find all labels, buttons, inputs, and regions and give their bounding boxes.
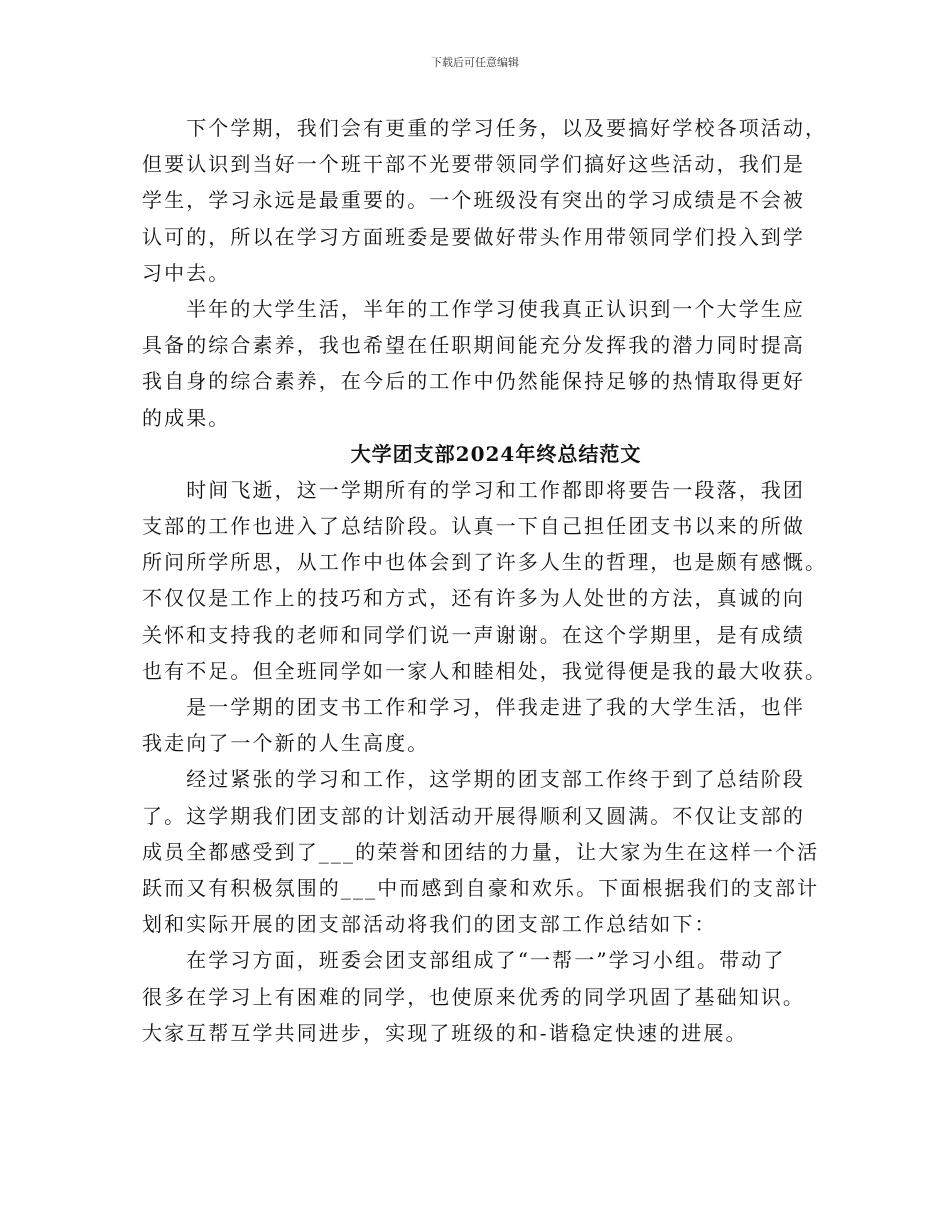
paragraph-semester-work: [142, 689, 832, 761]
text-line: 划和实际开展的团支部活动将我们的团支部工作总结如下：: [142, 912, 717, 937]
text-line: 但要认识到当好一个班干部不光要带领同学们搞好这些活动，我们是: [142, 152, 805, 177]
paragraph-summary-stage: [142, 761, 832, 942]
paragraph-half-year: [142, 291, 832, 436]
text-line: 的成果。: [142, 405, 231, 430]
text-line: 我走向了一个新的人生高度。: [142, 731, 430, 756]
text-line: 是一学期的团支书工作和学习，伴我走进了我的大学生活，也伴: [142, 695, 805, 720]
text-line: 我自身的综合素养，在今后的工作中仍然能保持足够的热情取得更好: [142, 369, 805, 394]
paragraph-next-semester: [142, 110, 832, 291]
paragraph-study-aspect: [142, 942, 832, 1051]
section-title: 大学团支部2024年终总结范文: [350, 441, 642, 466]
text-line: 关怀和支持我的老师和同学们说一声谢谢。在这个学期里，是有成绩: [142, 622, 805, 647]
text-line: 很多在学习上有困难的同学，也使原来优秀的同学巩固了基础知识。: [142, 984, 805, 1009]
text-line: 半年的大学生活，半年的工作学习使我真正认识到一个大学生应: [142, 296, 805, 321]
text-line: 时间飞逝，这一学期所有的学习和工作都即将要告一段落，我团: [142, 477, 805, 502]
text-line: 认可的，所以在学习方面班委是要做好带头作用带领同学们投入到学: [142, 224, 805, 249]
text-line: 学生，学习永远是最重要的。一个班级没有突出的学习成绩是不会被: [142, 188, 805, 213]
text-line: 了。这学期我们团支部的计划活动开展得顺利又圆满。不仅让支部的: [142, 803, 805, 828]
text-line: 跃而又有积极氛围的___中而感到自豪和欢乐。下面根据我们的支部计: [142, 875, 820, 900]
text-line: 具备的综合素养，我也希望在任职期间能充分发挥我的潜力同时提高: [142, 333, 805, 358]
text-line: 支部的工作也进入了总结阶段。认真一下自己担任团支书以来的所做: [142, 514, 805, 539]
text-line: 在学习方面，班委会团支部组成了“一帮一”学习小组。带动了: [142, 948, 786, 973]
text-line: 不仅仅是工作上的技巧和方式，还有许多为人处世的方法，真诚的向: [142, 586, 805, 611]
header-note: 下载后可任意编辑: [431, 56, 519, 69]
text-line: 经过紧张的学习和工作，这学期的团支部工作终于到了总结阶段: [142, 767, 805, 792]
text-line: 所问所学所思，从工作中也体会到了许多人生的哲理，也是颇有感慨。: [142, 550, 828, 575]
text-line: 习中去。: [142, 260, 231, 285]
text-line: 成员全都感受到了___的荣誉和团结的力量，让大家为生在这样一个活: [142, 839, 820, 864]
text-line: 大家互帮互学共同进步，实现了班级的和-谐稳定快速的进展。: [142, 1020, 748, 1045]
text-line: 下个学期，我们会有更重的学习任务，以及要搞好学校各项活动，: [142, 116, 828, 140]
document-body: [142, 110, 832, 1051]
text-line: 也有不足。但全班同学如一家人和睦相处，我觉得便是我的最大收获。: [142, 658, 828, 683]
paragraph-time-flies: [142, 472, 832, 689]
